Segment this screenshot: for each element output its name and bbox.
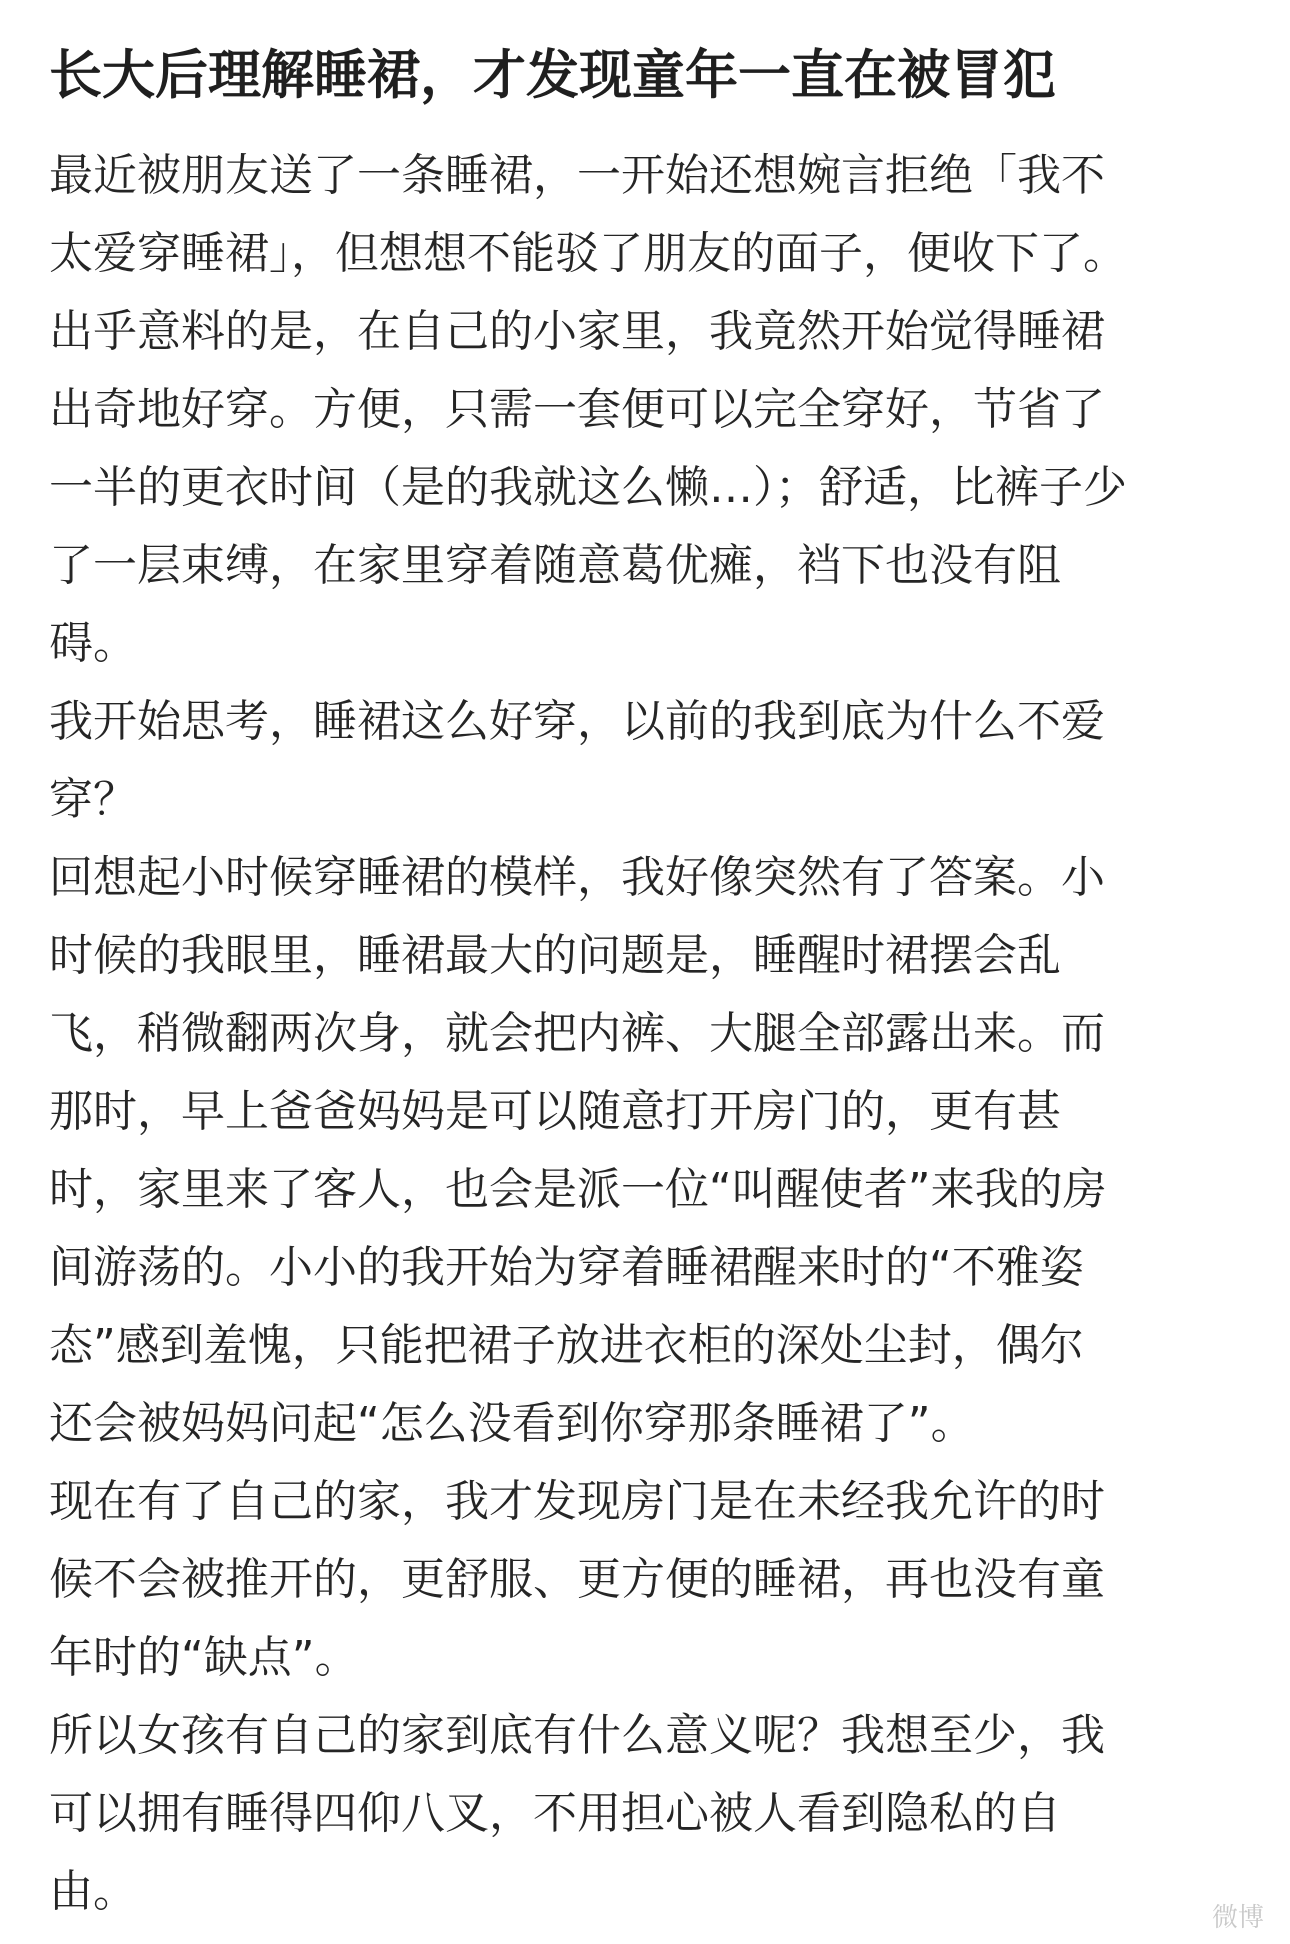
article-line: 现在有了自己的家，我才发现房门是在未经我允许的时: [49, 1476, 1105, 1527]
article-line: 了一层束缚，在家里穿着随意葛优瘫，裆下也没有阻: [49, 540, 1061, 591]
article-line: 出奇地好穿。方便，只需一套便可以完全穿好，节省了: [49, 384, 1105, 435]
article-body: [49, 137, 1249, 1931]
article-line: 候不会被推开的，更舒服、更方便的睡裙，再也没有童: [49, 1554, 1105, 1605]
article-line: 我开始思考，睡裙这么好穿，以前的我到底为什么不爱: [49, 696, 1105, 747]
watermark: 微博: [1211, 1902, 1264, 1932]
article-line: 由。: [49, 1866, 137, 1917]
article-line: 可以拥有睡得四仰八叉，不用担心被人看到隐私的自: [49, 1788, 1061, 1839]
article-line: 时，家里来了客人，也会是派一位“叫醒使者”来我的房: [49, 1164, 1107, 1215]
article-line: 年时的“缺点”。: [49, 1632, 359, 1683]
article-line: 回想起小时候穿睡裙的模样，我好像突然有了答案。小: [49, 852, 1105, 903]
article-line: 碍。: [49, 618, 137, 669]
article-line: 飞，稍微翻两次身，就会把内裤、大腿全部露出来。而: [49, 1008, 1105, 1059]
article-line: 穿？: [49, 774, 137, 825]
article-line: 所以女孩有自己的家到底有什么意义呢？我想至少，我: [49, 1710, 1105, 1761]
article-line: 一半的更衣时间（是的我就这么懒…）；舒适，比裤子少: [49, 462, 1127, 513]
article-line: 间游荡的。小小的我开始为穿着睡裙醒来时的“不雅姿: [49, 1242, 1084, 1293]
article-title: 长大后理解睡裙，才发现童年一直在被冒犯: [49, 45, 1056, 106]
article-line: 那时，早上爸爸妈妈是可以随意打开房门的，更有甚: [49, 1086, 1061, 1137]
article-line: 还会被妈妈问起“怎么没看到你穿那条睡裙了”。: [49, 1398, 975, 1449]
article-line: 最近被朋友送了一条睡裙，一开始还想婉言拒绝「我不: [49, 150, 1105, 201]
article-line: 时候的我眼里，睡裙最大的问题是，睡醒时裙摆会乱: [49, 930, 1061, 981]
article-line: 态”感到羞愧，只能把裙子放进衣柜的深处尘封，偶尔: [49, 1320, 1084, 1371]
article-line: 太爱穿睡裙」，但想想不能驳了朋友的面子，便收下了。: [49, 228, 1127, 279]
article-line: 出乎意料的是，在自己的小家里，我竟然开始觉得睡裙: [49, 306, 1105, 357]
